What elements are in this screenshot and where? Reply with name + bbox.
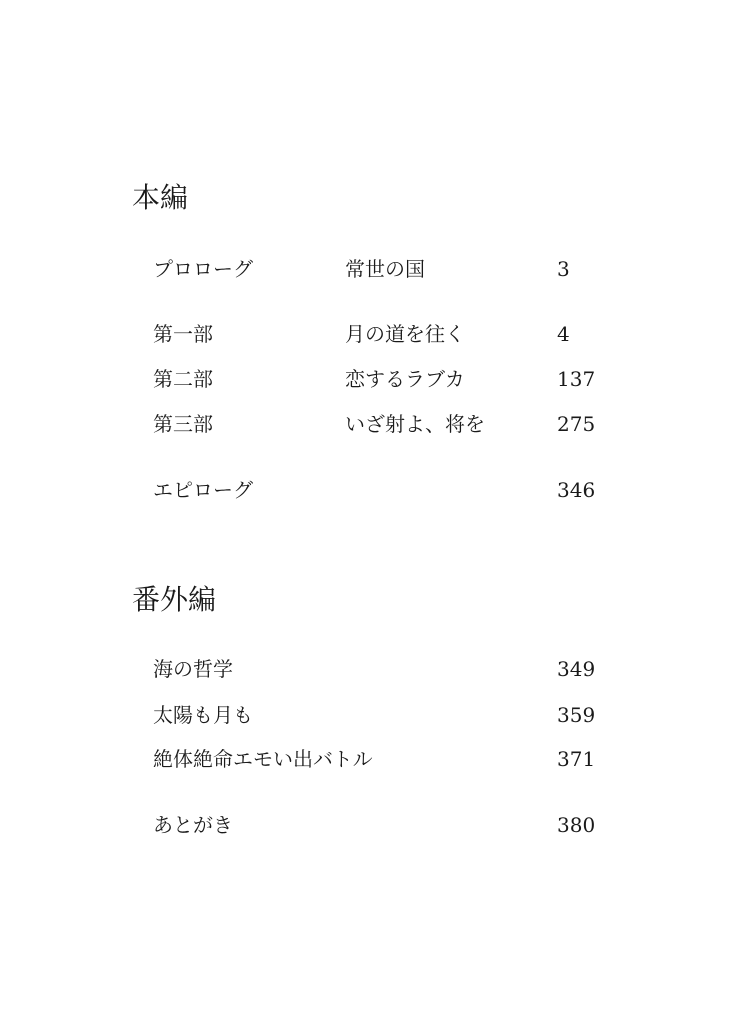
toc-part-label: 第二部 [153, 367, 213, 391]
toc-row [0, 747, 730, 771]
toc-story-title: あとがき [153, 813, 233, 837]
toc-page-number: 359 [557, 703, 596, 727]
toc-page-number: 137 [557, 367, 596, 391]
toc-page-number: 3 [557, 257, 570, 281]
toc-subtitle: 恋するラブカ [345, 367, 465, 391]
toc-row [0, 478, 730, 502]
toc-row [0, 322, 730, 346]
toc-page-number: 371 [557, 747, 596, 771]
section-heading-extra: 番外編 [132, 583, 217, 616]
toc-story-title: 太陽も月も [153, 703, 253, 727]
toc-part-label: 第三部 [153, 412, 213, 436]
toc-row [0, 257, 730, 281]
toc-story-title: 海の哲学 [153, 657, 233, 681]
toc-part-label: エピローグ [153, 478, 253, 502]
toc-row [0, 412, 730, 436]
toc-part-label: プロローグ [153, 257, 253, 281]
toc-part-label: 第一部 [153, 322, 213, 346]
toc-story-title: 絶体絶命エモい出バトル [153, 747, 373, 771]
toc-page-number: 380 [557, 813, 596, 837]
section-heading-main: 本編 [132, 181, 189, 214]
toc-row [0, 703, 730, 727]
toc-page-number: 349 [557, 657, 596, 681]
toc-subtitle: 月の道を往く [345, 322, 465, 346]
toc-subtitle: 常世の国 [345, 257, 425, 281]
toc-page-number: 346 [557, 478, 596, 502]
toc-page-number: 4 [557, 322, 570, 346]
toc-row [0, 813, 730, 837]
toc-page-number: 275 [557, 412, 596, 436]
toc-row [0, 367, 730, 391]
toc-subtitle: いざ射よ、将を [345, 412, 485, 436]
toc-row [0, 657, 730, 681]
